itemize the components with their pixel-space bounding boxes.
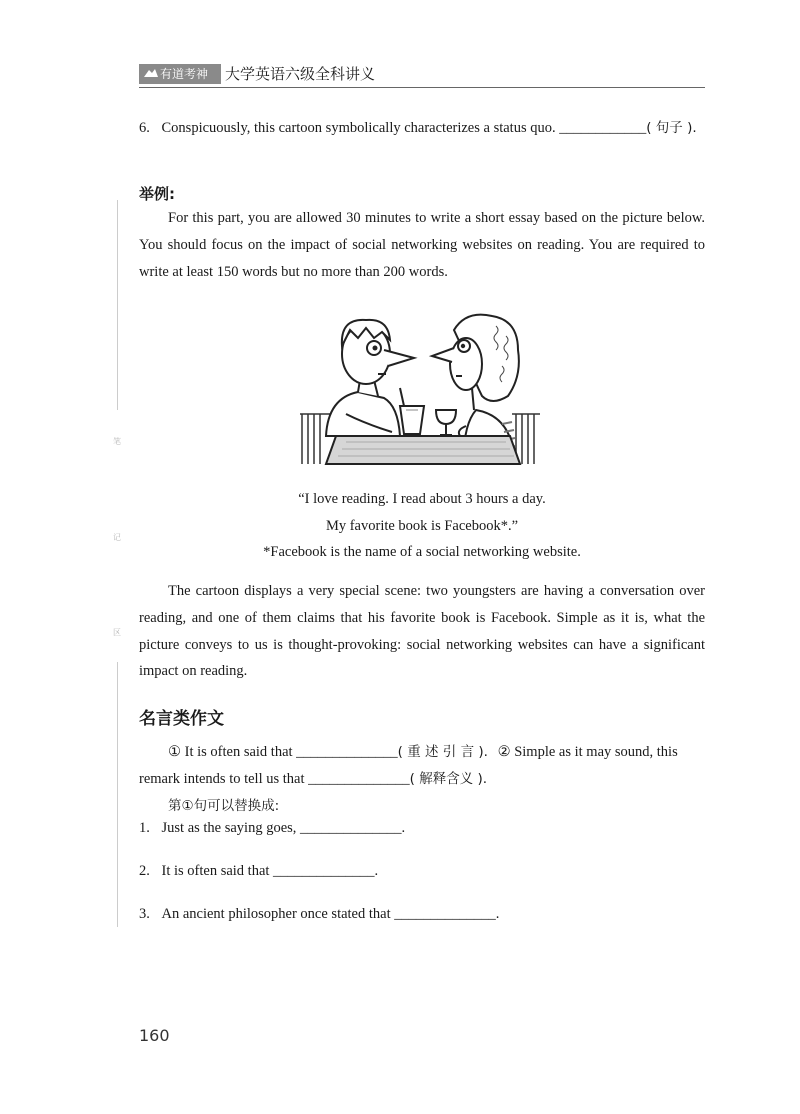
answer-line: The cartoon displays a very special scene: two youngsters are having a conversation over: [168, 583, 705, 599]
example-heading: 举例:: [139, 185, 175, 203]
fill-blank[interactable]: ______________: [300, 820, 402, 836]
template-text: ① It is often said that: [168, 744, 293, 760]
fill-blank[interactable]: ______________: [273, 863, 375, 879]
answer-line: reading, and one of them claims that his favorite book is Facebook. Simple as it is, what the: [139, 610, 705, 626]
prompt-line: write at least 150 words but no more than 200 words.: [139, 264, 448, 280]
page-number: 160: [139, 1026, 170, 1045]
fill-blank[interactable]: ____________: [559, 120, 647, 136]
item-number: 6.: [139, 120, 150, 136]
item-number: 1.: [139, 820, 150, 836]
quote-template-line-1: [168, 740, 678, 761]
item-text: An ancient philosopher once stated that: [161, 906, 391, 922]
prompt-line: For this part, you are allowed 30 minutes to write a short essay based on the picture below.: [168, 210, 705, 226]
notes-margin-line: [117, 662, 118, 927]
item-text: Conspicuously, this cartoon symbolically characterizes a status quo.: [161, 120, 556, 136]
notes-margin-label-1: 笔: [113, 437, 121, 446]
cartoon-caption-line: My favorite book is Facebook*.”: [325, 518, 519, 534]
owl-logo-icon: [143, 67, 159, 79]
template-hint: ( 重 述 引 言 ).: [397, 744, 488, 760]
template-text: ② Simple as it may sound, this: [497, 744, 678, 760]
cartoon-illustration: [296, 306, 546, 466]
book-title: 大学英语六级全科讲义: [225, 65, 376, 83]
brand-badge-label: 有道考神: [160, 67, 209, 81]
quote-section-heading: 名言类作文: [139, 709, 224, 729]
notes-margin-label-2: 记: [113, 533, 121, 542]
fill-blank[interactable]: ______________: [308, 771, 410, 787]
notes-margin-line: [117, 200, 118, 410]
item-number: 3.: [139, 906, 150, 922]
cartoon-footnote: *Facebook is the name of a social networking website.: [263, 544, 581, 560]
fill-blank[interactable]: ______________: [394, 906, 496, 922]
replacement-subheading: 第①句可以替换成:: [168, 798, 280, 814]
answer-line: impact on reading.: [139, 663, 248, 679]
template-hint: ( 解释含义 ).: [409, 771, 488, 787]
header-divider: [139, 87, 705, 88]
cartoon-caption-line: “I love reading. I read about 3 hours a day.: [298, 491, 546, 507]
brand-badge: [139, 64, 221, 84]
exercise-item-6: [139, 116, 697, 137]
prompt-line: You should focus on the impact of social networking websites on reading. You are required to: [139, 237, 705, 253]
alternative-item: [139, 906, 499, 923]
page-header: [139, 62, 705, 88]
fill-blank[interactable]: ______________: [296, 744, 398, 760]
item-text: Just as the saying goes,: [161, 820, 297, 836]
item-number: 2.: [139, 863, 150, 879]
item-end: .: [401, 820, 406, 836]
alternative-item: [139, 820, 405, 837]
quote-template-line-2: [139, 767, 487, 788]
alternative-item: [139, 863, 378, 880]
item-hint: ( 句子 ).: [646, 120, 697, 136]
template-text: remark intends to tell us that: [139, 771, 305, 787]
notes-margin-label-3: 区: [113, 628, 121, 637]
answer-line: picture conveys to us is thought-provoking: social networking websites can have a significant: [139, 637, 705, 653]
item-text: It is often said that: [161, 863, 270, 879]
item-end: .: [495, 906, 500, 922]
item-end: .: [374, 863, 379, 879]
